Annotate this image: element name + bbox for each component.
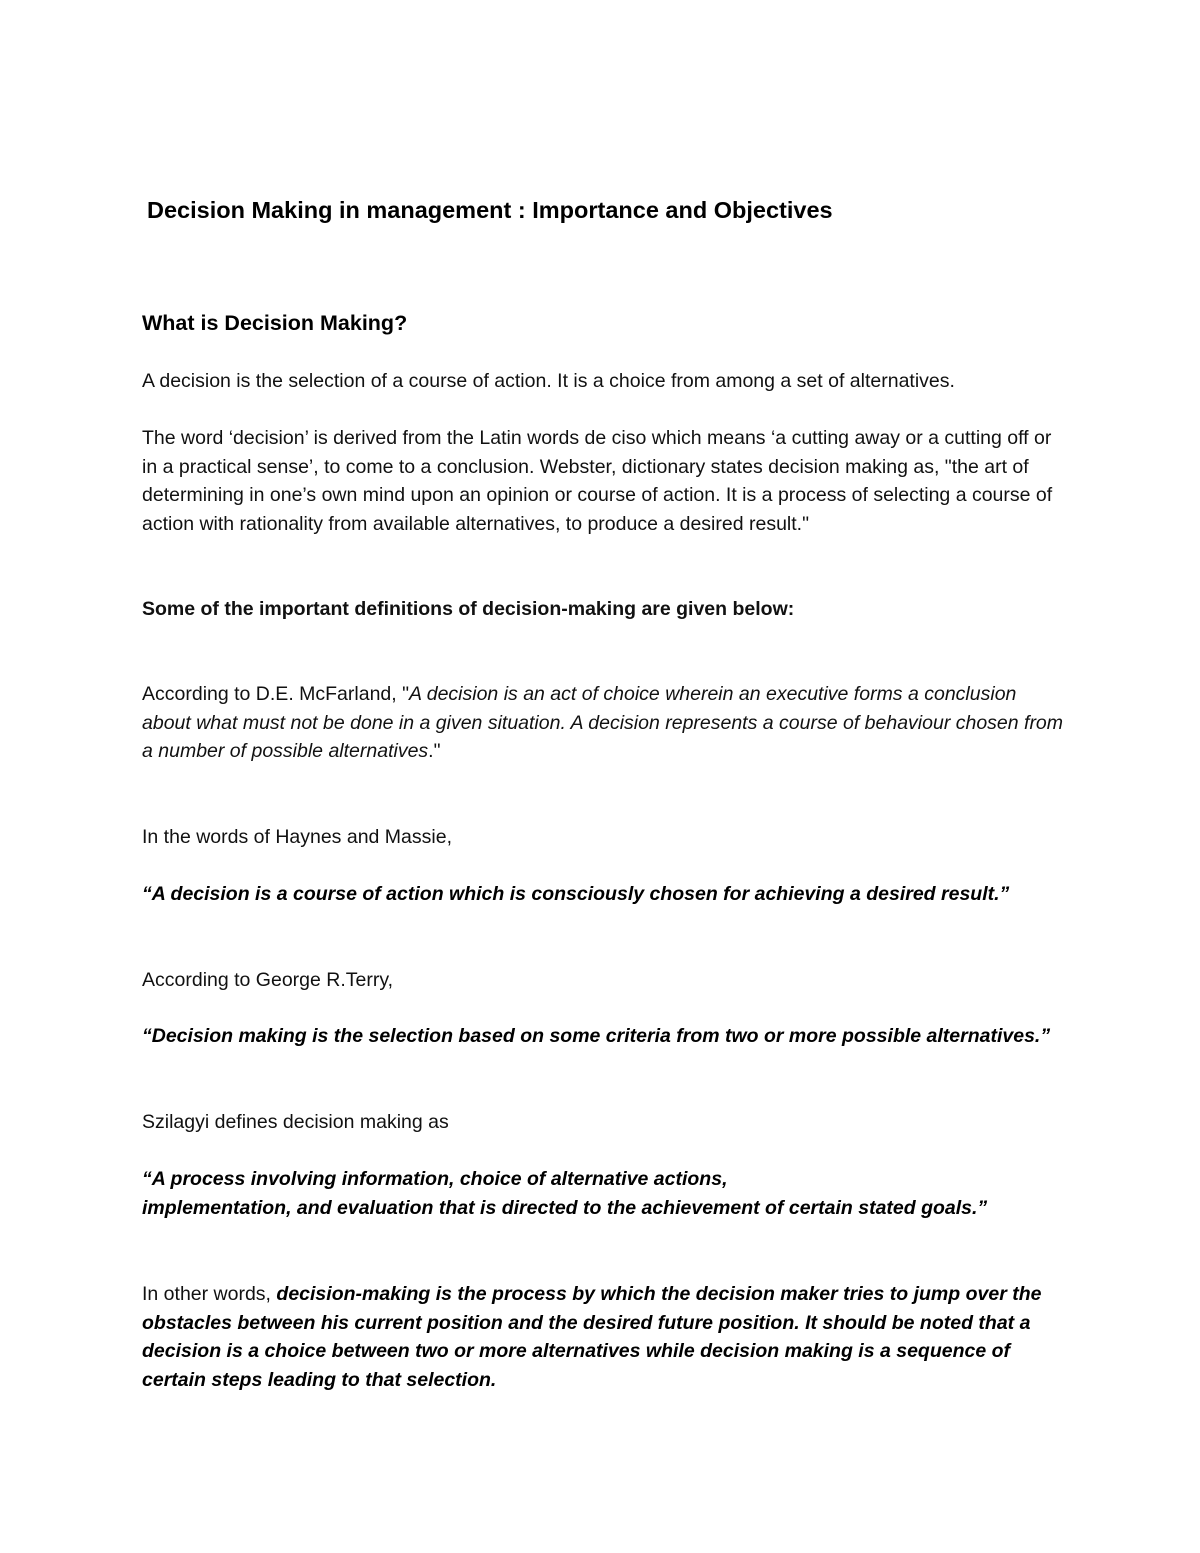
haynes-quote: “A decision is a course of action which is consciously chosen for achieving a desired result.” — [142, 883, 1010, 905]
document-title: Decision Making in management : Importance and Objectives — [147, 197, 833, 223]
definitions-heading: Some of the important definitions of decision-making are given below: — [142, 598, 795, 620]
intro-paragraph: A decision is the selection of a course of action. It is a choice from among a set of alternatives. — [142, 370, 955, 392]
mcfarland-lead: According to D.E. McFarland, " — [142, 683, 410, 705]
terry-quote: “Decision making is the selection based on some criteria from two or more possible alternatives.” — [142, 1025, 1051, 1047]
terry-lead: According to George R.Terry, — [142, 969, 394, 991]
haynes-lead: In the words of Haynes and Massie, — [142, 826, 452, 848]
szilagyi-quote-line2: implementation, and evaluation that is directed to the achievement of certain stated goals.” — [142, 1196, 988, 1219]
szilagyi-quote — [142, 1165, 1067, 1222]
mcfarland-tail: ." — [428, 740, 441, 763]
mcfarland-definition — [142, 680, 1067, 766]
etymology-paragraph: The word ‘decision’ is derived from the Latin words de ciso which means ‘a cutting away or a cutting off or in a practical sense’, to come to a conclusion. Webster, dictionary states decision making as, "the art of determining in one’s own mind upon an opinion or course of action. It is a process of selecting a course of action with rationality from available alternatives, to produce a desired result." — [142, 427, 1053, 535]
mcfarland-quote: A decision is an act of choice wherein an executive forms a conclusion about what must not be done in a given situation. A decision represents a course of behaviour chosen from a number of possible alternatives — [142, 683, 1064, 763]
conclusion-emphasis: decision-making is the process by which the decision maker tries to jump over the obstacles between his current position and the desired future position. It should be noted that a decision is a choice between two or more alternatives while decision making is a sequence of certain steps leading to that selection. — [142, 1283, 1042, 1391]
conclusion-paragraph — [142, 1280, 1067, 1394]
conclusion-lead: In other words, — [142, 1283, 277, 1305]
szilagyi-quote-line1: “A process involving information, choice of alternative actions, — [142, 1168, 728, 1190]
szilagyi-lead: Szilagyi defines decision making as — [142, 1111, 449, 1133]
section-heading: What is Decision Making? — [142, 311, 408, 335]
